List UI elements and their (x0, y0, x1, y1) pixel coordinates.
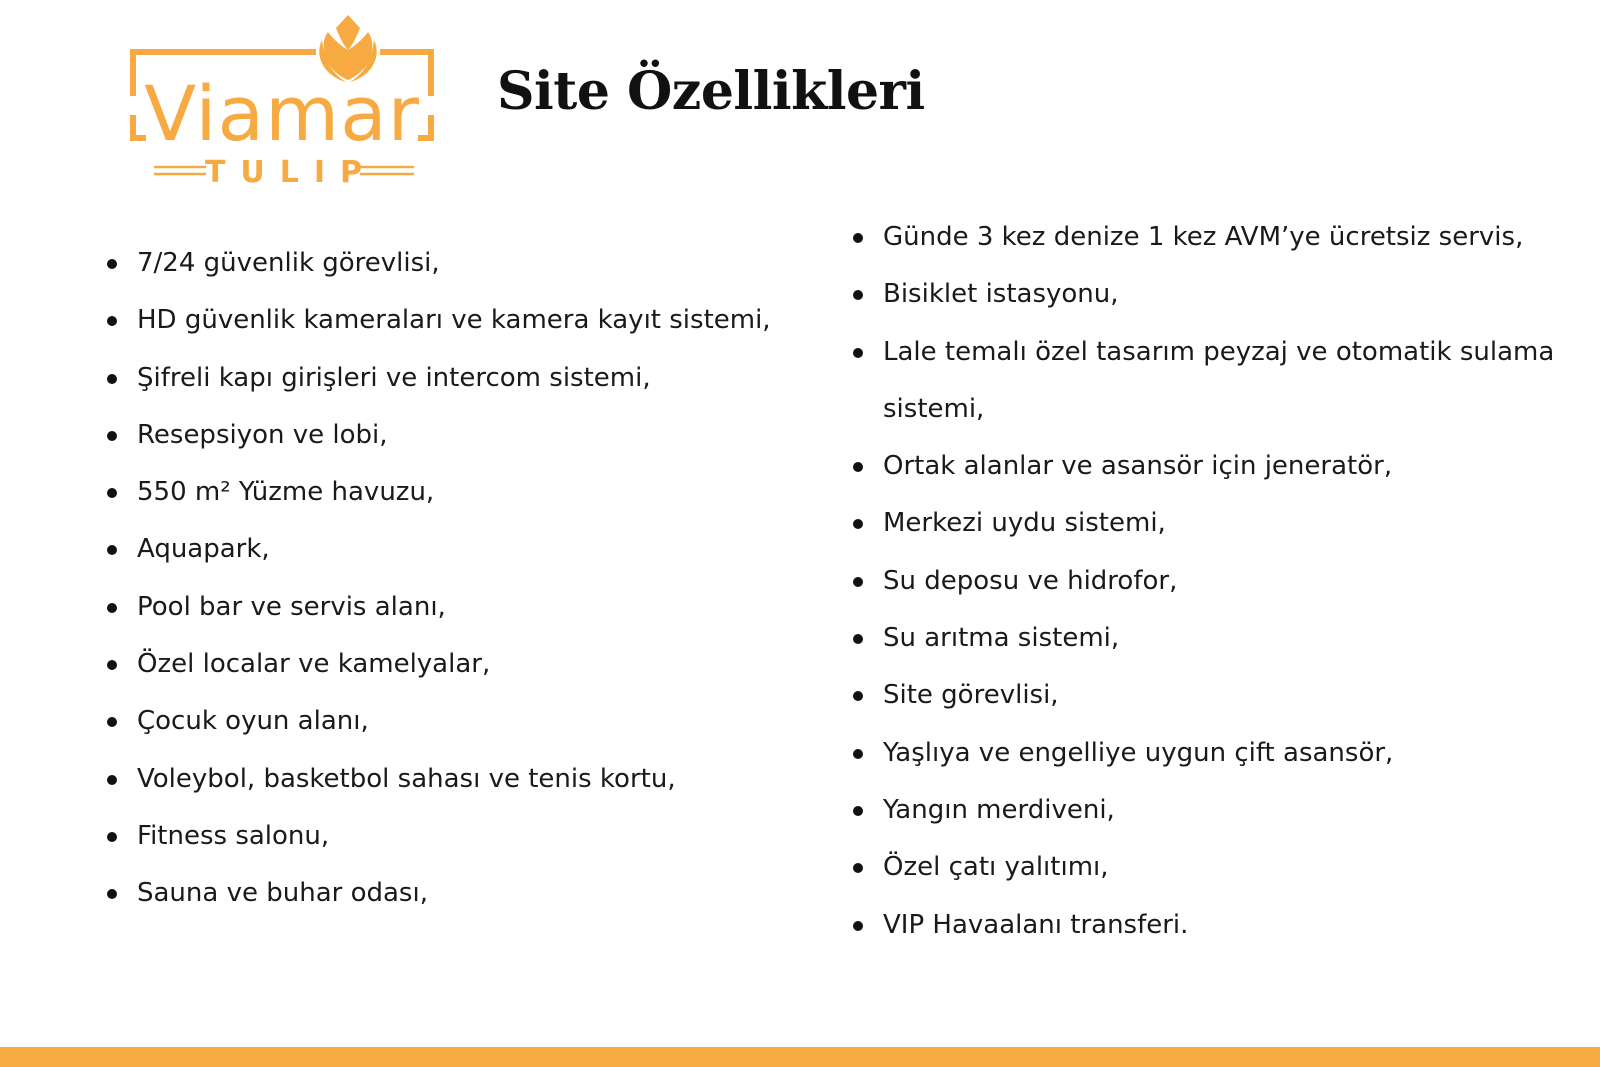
bullet-icon (107, 488, 117, 498)
feature-text: Şifreli kapı girişleri ve intercom sistemi, (137, 362, 651, 393)
feature-item (107, 407, 827, 464)
bullet-icon (107, 775, 117, 785)
feature-text: Çocuk oyun alanı, (137, 706, 369, 737)
feature-item (107, 579, 827, 636)
feature-item (107, 292, 827, 349)
feature-item (853, 610, 1573, 667)
feature-item (853, 324, 1573, 439)
feature-item (853, 667, 1573, 724)
bullet-icon (853, 462, 863, 472)
feature-item (853, 897, 1573, 954)
feature-text: Lale temalı özel tasarım peyzaj ve otomatik sulama sistemi, (883, 336, 1555, 424)
feature-text: Fitness salonu, (137, 820, 330, 851)
feature-item (853, 266, 1573, 323)
logo-wordmark: Viamar (144, 69, 420, 158)
feature-text: Site görevlisi, (883, 680, 1059, 711)
feature-item (107, 521, 827, 578)
bullet-icon (853, 806, 863, 816)
logo-subtitle: TULIP (204, 155, 378, 190)
feature-text: Su arıtma sistemi, (883, 623, 1120, 654)
feature-text: Günde 3 kez denize 1 kez AVM’ye ücretsiz servis, (883, 222, 1524, 252)
page-title: Site Özellikleri (497, 61, 925, 122)
bullet-icon (107, 374, 117, 384)
feature-text: 7/24 güvenlik görevlisi, (137, 248, 440, 278)
bottom-accent-bar (0, 1047, 1600, 1067)
bullet-icon (107, 259, 117, 269)
feature-text: 550 m² Yüzme havuzu, (137, 477, 435, 508)
bullet-icon (853, 921, 863, 931)
feature-text: Merkezi uydu sistemi, (883, 508, 1166, 539)
feature-item (853, 839, 1573, 896)
feature-item (853, 438, 1573, 495)
feature-text: Bisiklet istasyonu, (883, 279, 1119, 310)
bullet-icon (107, 603, 117, 613)
bullet-icon (853, 577, 863, 587)
feature-text: Yaşlıya ve engelliye uygun çift asansör, (883, 737, 1394, 768)
feature-text: Özel çatı yalıtımı, (883, 852, 1109, 883)
feature-text: Özel localar ve kamelyalar, (137, 649, 491, 680)
feature-item (853, 495, 1573, 552)
bullet-icon (107, 545, 117, 555)
bullet-icon (107, 832, 117, 842)
feature-item (107, 808, 827, 865)
feature-item (107, 464, 827, 521)
feature-text: Sauna ve buhar odası, (137, 878, 428, 909)
bullet-icon (853, 634, 863, 644)
feature-text: Resepsiyon ve lobi, (137, 419, 388, 450)
bullet-icon (853, 290, 863, 300)
bullet-icon (107, 889, 117, 899)
feature-text: VIP Havaalanı transferi. (883, 909, 1189, 940)
bullet-icon (853, 863, 863, 873)
feature-text: Ortak alanlar ve asansör için jeneratör, (883, 451, 1393, 482)
bullet-icon (107, 316, 117, 326)
feature-item (107, 751, 827, 808)
viamar-tulip-logo (128, 10, 448, 190)
bullet-icon (853, 691, 863, 701)
feature-text: Su deposu ve hidrofor, (883, 565, 1178, 596)
feature-item (853, 553, 1573, 610)
bullet-icon (853, 519, 863, 529)
feature-item (853, 782, 1573, 839)
bullet-icon (853, 233, 863, 243)
feature-item (107, 865, 827, 922)
feature-item (853, 209, 1573, 266)
feature-list-right (853, 209, 1573, 954)
feature-text: Yangın merdiveni, (883, 794, 1115, 825)
feature-text: HD güvenlik kameraları ve kamera kayıt sistemi, (137, 305, 771, 336)
feature-item (107, 636, 827, 693)
bullet-icon (107, 660, 117, 670)
feature-text: Pool bar ve servis alanı, (137, 591, 446, 622)
feature-item (107, 693, 827, 750)
bullet-icon (107, 431, 117, 441)
feature-list-left (107, 235, 827, 923)
bullet-icon (853, 749, 863, 759)
feature-item (853, 725, 1573, 782)
feature-item (107, 235, 827, 292)
feature-text: Aquapark, (137, 534, 270, 565)
feature-text: Voleybol, basketbol sahası ve tenis kortu, (137, 763, 676, 794)
feature-item (107, 350, 827, 407)
bullet-icon (107, 717, 117, 727)
bullet-icon (853, 348, 863, 358)
